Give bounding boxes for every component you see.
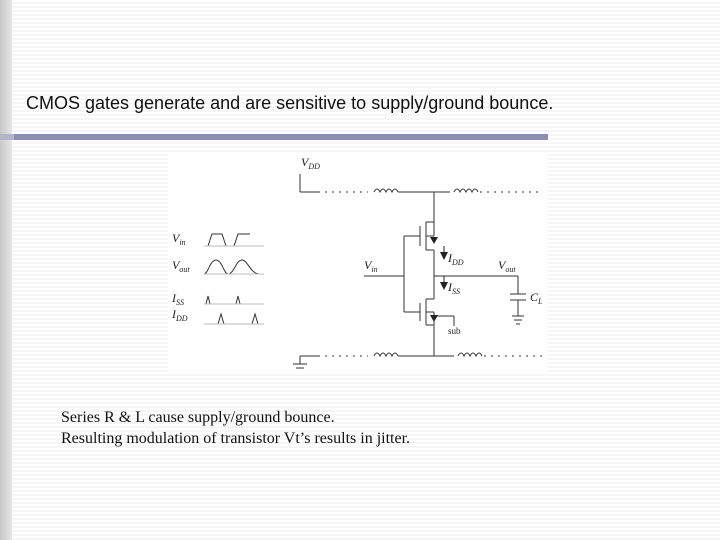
gnd-inductor-1: [374, 353, 398, 356]
sub-label: sub: [448, 326, 461, 336]
vout-wave-label: $V_{out}$: [172, 258, 190, 274]
caption-line-1: Series R & L cause supply/ground bounce.: [61, 409, 335, 426]
vout-waveform: [204, 260, 260, 274]
slide-title: CMOS gates generate and are sensitive to supply/ground bounce.: [26, 93, 554, 113]
vdd-label: $V_{DD}$: [301, 155, 320, 171]
iss-wave-label: $I_{SS}$: [172, 291, 184, 307]
vin-wave-label: $V_{in}$: [172, 231, 186, 247]
cmos-inverter-diagram: [168, 154, 547, 373]
nmos-body-arrow: [430, 315, 438, 322]
title-underline-left: [0, 134, 14, 140]
circuit-figure: [168, 154, 547, 373]
slide-left-bar: [0, 0, 12, 540]
idd-wave-label: $I_{DD}$: [172, 307, 188, 323]
vout-label: $V_{out}$: [498, 258, 516, 274]
pmos-body-arrow: [430, 237, 438, 244]
idd-waveform: [214, 314, 264, 324]
vin-label: $V_{in}$: [364, 258, 378, 274]
slide-caption: [61, 407, 410, 449]
vdd-inductor-1: [374, 189, 398, 192]
title-underline: [0, 134, 548, 140]
iss-waveform: [204, 296, 264, 304]
vdd-inductor-2: [454, 189, 478, 192]
caption-line-2: Resulting modulation of transistor Vt’s results in jitter.: [61, 430, 411, 447]
vin-waveform: [204, 234, 250, 246]
gnd-inductor-2: [458, 353, 482, 356]
idd-label: $I_{DD}$: [448, 251, 464, 267]
iss-label: $I_{SS}$: [448, 280, 460, 296]
cl-label: $C_L$: [530, 290, 543, 306]
